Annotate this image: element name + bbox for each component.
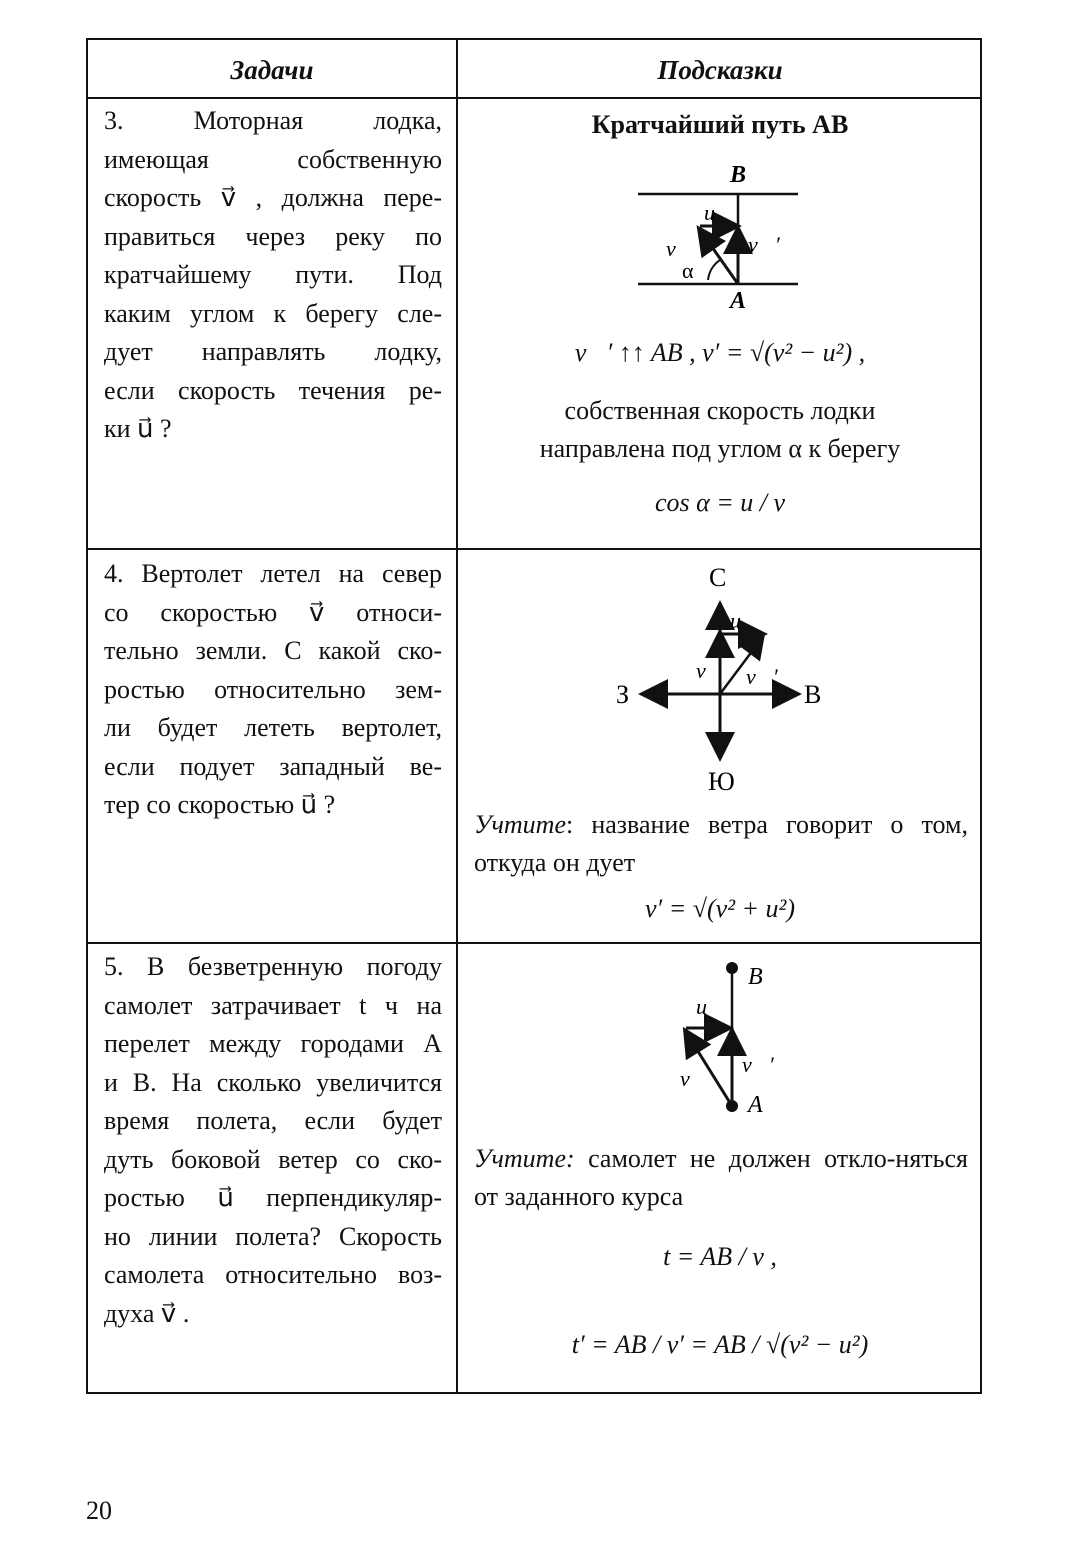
vector-u-label: u⃗ — [696, 994, 725, 1019]
task-line: и B. На сколько увеличится — [104, 1067, 442, 1097]
point-b-label: B — [748, 964, 763, 990]
note-text: самолет не должен откло-няться от заданного курса — [474, 1144, 968, 1211]
hint-3-formula-1: v⃗′ ↑↑ AB , v′ = √(v² − u²) , — [574, 338, 866, 367]
hint-4-note — [474, 806, 968, 882]
hint-text-line: направлена под углом α к берегу — [539, 434, 901, 463]
hint-5 — [458, 944, 982, 1394]
vector-v-prime-label: v⃗′ — [742, 1052, 774, 1077]
flight-course-diagram — [458, 950, 982, 1130]
east-label: В — [804, 680, 822, 709]
hint-3-formula-2: cos α = u / v — [654, 488, 786, 517]
vector-v-label: v⃗ — [666, 236, 693, 261]
vector-v-label: v⃗ — [696, 658, 723, 683]
header-divider — [88, 97, 980, 99]
vector-v-prime-label: v⃗′ — [748, 232, 780, 257]
task-line: ростью u⃗ перпендикуляр- — [104, 1183, 442, 1212]
hint-5-formula-2: t′ = AB / v′ = AB / √(v² − u²) — [571, 1330, 869, 1359]
column-header-hints: Подсказки — [657, 55, 783, 85]
task-line: время полета, если будет — [104, 1106, 442, 1135]
compass-diagram — [458, 560, 982, 800]
hint-3-title: Кратчайший путь AB — [591, 110, 849, 139]
task-line: но линии полета? Скорость — [104, 1221, 442, 1251]
task-line: самолет затрачивает t ч на — [104, 990, 442, 1020]
hint-3 — [458, 102, 982, 546]
south-label: Ю — [708, 767, 735, 796]
task-line: тельно земли. С какой ско- — [104, 636, 442, 665]
tasks-table — [86, 38, 982, 1394]
task-line: ки u⃗ ? — [104, 414, 172, 443]
west-label: З — [616, 680, 630, 709]
page-number: 20 — [86, 1496, 112, 1525]
task-line: правиться через реку по — [104, 221, 442, 251]
vector-u-label: u⃗ — [730, 608, 759, 633]
note-text: : название ветра говорит о том, откуда он дует — [474, 810, 968, 877]
river-crossing-diagram — [458, 146, 982, 314]
angle-alpha-label: α — [682, 258, 694, 283]
hint-4-formula: v′ = √(v² + u²) — [644, 894, 796, 923]
hint-text-line: собственная скорость лодки — [564, 396, 876, 425]
task-line: дует направлять лодку, — [104, 337, 442, 366]
task-line: 3. Моторная лодка, — [104, 106, 442, 135]
north-label: С — [709, 563, 727, 592]
hint-5-formula-1: t = AB / v , — [663, 1242, 777, 1271]
task-line: ли будет лететь вертолет, — [104, 713, 442, 742]
task-line: имеющая собственную — [104, 144, 442, 174]
task-line: 5. В безветренную погоду — [104, 952, 442, 981]
task-line: дуть боковой ветер со ско- — [104, 1144, 442, 1174]
task-line: если подует западный ве- — [104, 751, 442, 781]
vector-v-label: v⃗ — [680, 1066, 707, 1091]
task-line: ростью относительно зем- — [104, 674, 442, 704]
column-header-tasks: Задачи — [230, 55, 314, 85]
note-label: Учтите: — [474, 1144, 575, 1173]
task-3-text — [104, 102, 442, 449]
hint-4 — [458, 550, 982, 940]
note-label: Учтите — [474, 810, 566, 839]
task-line: 4. Вертолет летел на север — [104, 559, 442, 588]
task-line: скорость v⃗ , должна пере- — [104, 183, 442, 212]
task-line: со скоростью v⃗ относи- — [104, 597, 442, 627]
task-line: перелет между городами A — [104, 1029, 442, 1058]
point-a-label: A — [748, 1092, 763, 1118]
point-b-label: B — [730, 162, 747, 188]
task-4-text — [104, 555, 442, 825]
task-line: каким углом к берегу сле- — [104, 298, 442, 328]
point-a-label: A — [730, 288, 747, 314]
task-line: кратчайшему пути. Под — [104, 260, 442, 289]
vector-u-label: u⃗ — [704, 200, 733, 225]
task-line: тер со скоростью u⃗ ? — [104, 790, 336, 819]
hint-3-text — [458, 392, 982, 468]
task-5-text — [104, 948, 442, 1333]
task-line: духа v⃗ . — [104, 1298, 190, 1328]
task-line: самолета относительно воз- — [104, 1260, 442, 1289]
vector-v-prime-label: v⃗′ — [746, 664, 778, 689]
hint-5-note — [474, 1140, 968, 1216]
task-line: если скорость течения ре- — [104, 375, 442, 405]
